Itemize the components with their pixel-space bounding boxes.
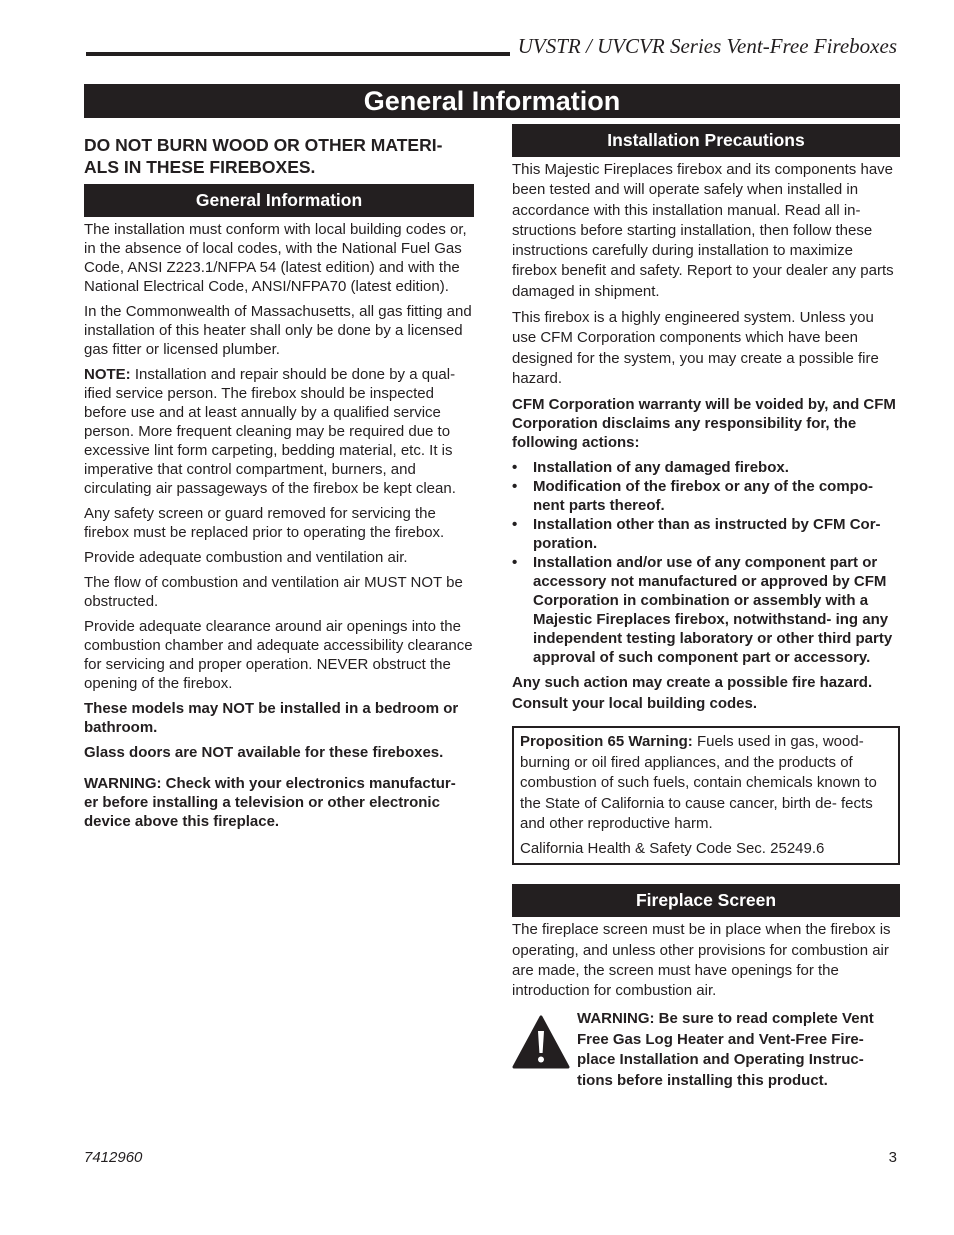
note-text: Installation and repair should be done by a qual- ified service person. The firebox should be inspected before use and at least annually by a qualified service person. More frequent cleaning may be required due to excessive lint form carpeting, bedding material, etc. It is imperative that control compartment, burners, and circulating air passageways of the firebox be kept clean. [84, 366, 456, 497]
read-instructions-warning: WARNING: Be sure to read complete Vent Free Gas Log Heater and Vent-Free Fire- place Installation and Operating Instruc- tions before installing this product. [577, 1010, 874, 1089]
proposition-65-box [512, 726, 900, 865]
warning-triangle-icon [512, 1015, 570, 1069]
section-title-general: General Information [84, 184, 474, 217]
precautions-paragraph: This Majestic Fireplaces firebox and its components have been tested and will operate safely when installed in accordance with this installation manual. Read all in- structions before starting installation, then follow these instructions carefully during installation to maximize firebox benefit and safety. Report to your dealer any parts damaged in shipment. [512, 161, 894, 300]
electronics-warning: WARNING: Check with your electronics manufactur- er before installing a television or other electronic device above this fireplace. [84, 775, 456, 830]
note-paragraph [84, 365, 474, 498]
list-item: • Modification of the firebox or any of the compo- nent parts thereof. [512, 477, 900, 515]
left-column [84, 134, 474, 837]
note-label: NOTE: [84, 366, 131, 383]
list-item: • Installation other than as instructed by CFM Cor- poration. [512, 515, 900, 553]
glass-doors-note: Glass doors are NOT available for these fireboxes. [84, 744, 444, 761]
header-rule [86, 52, 510, 56]
clearance-paragraph: Provide adequate clearance around air openings into the combustion chamber and adequate accessibility clearance for servicing and proper operation. NEVER obstruct the opening of the firebox. [84, 618, 473, 692]
screen-paragraph: The fireplace screen must be in place when the firebox is operating, and unless other provisions for combustion air are made, the screen must have openings for the introduction for combustion air. [512, 921, 891, 1000]
page-number: 3 [888, 1149, 897, 1166]
bedroom-warning: These models may NOT be installed in a bedroom or bathroom. [84, 700, 459, 736]
safety-screen-paragraph: Any safety screen or guard removed for servicing the firebox must be replaced prior to operating the firebox. [84, 505, 445, 541]
warranty-actions-list [512, 458, 900, 667]
proposition-65-text [520, 732, 892, 835]
list-item: • Installation and/or use of any component part or accessory not manufactured or approved by CFM Corporation in combination or assembly with a Majestic Fireplaces firebox, notwithstand- ing any independent testing laboratory or other third party approval of such component part or accessory. [512, 553, 900, 667]
wood-warning-heading: DO NOT BURN WOOD OR OTHER MATERI- ALS IN THESE FIREBOXES. [84, 135, 443, 177]
massachusetts-paragraph: In the Commonwealth of Massachusetts, all gas fitting and installation of this heater shall only be done by a licensed gas fitter or licensed plumber. [84, 303, 472, 358]
section-title-installation-precautions: Installation Precautions [512, 124, 900, 157]
section-title-fireplace-screen: Fireplace Screen [512, 884, 900, 917]
codes-paragraph: The installation must conform with local building codes or, in the absence of local codes, with the National Fuel Gas Code, ANSI Z223.1/NFPA 54 (latest edition) and with the National Electrical Code, ANSI/NFPA70 (latest edition). [84, 221, 467, 295]
document-number: 7412960 [84, 1149, 143, 1166]
page-title: General Information [84, 84, 900, 118]
warranty-paragraph: CFM Corporation warranty will be voided by, and CFM Corporation disclaims any responsibility for, the following actions: [512, 396, 896, 452]
series-title: UVSTR / UVCVR Series Vent-Free Fireboxes [517, 34, 897, 58]
proposition-65-label: Proposition 65 Warning: [520, 733, 693, 751]
ventilation-paragraph: Provide adequate combustion and ventilation air. [84, 549, 408, 566]
warning-block [512, 1009, 900, 1097]
proposition-65-body: Fuels used in gas, wood- burning or oil fired appliances, and the products of combustion of such fuels, contain chemicals known to the State of California to cause cancer, birth de- fects and other reproductive harm. [520, 733, 877, 833]
airflow-paragraph: The flow of combustion and ventilation air MUST NOT be obstructed. [84, 574, 463, 610]
health-safety-code: California Health & Safety Code Sec. 25249.6 [520, 839, 825, 857]
engineered-system-paragraph: This firebox is a highly engineered system. Unless you use CFM Corporation components which have been designed for the system, you may create a possible fire hazard. [512, 309, 879, 387]
right-column [512, 124, 900, 1097]
list-item: • Installation of any damaged firebox. [512, 458, 900, 477]
fire-hazard-paragraph: Any such action may create a possible fire hazard. Consult your local building codes. [512, 674, 873, 712]
